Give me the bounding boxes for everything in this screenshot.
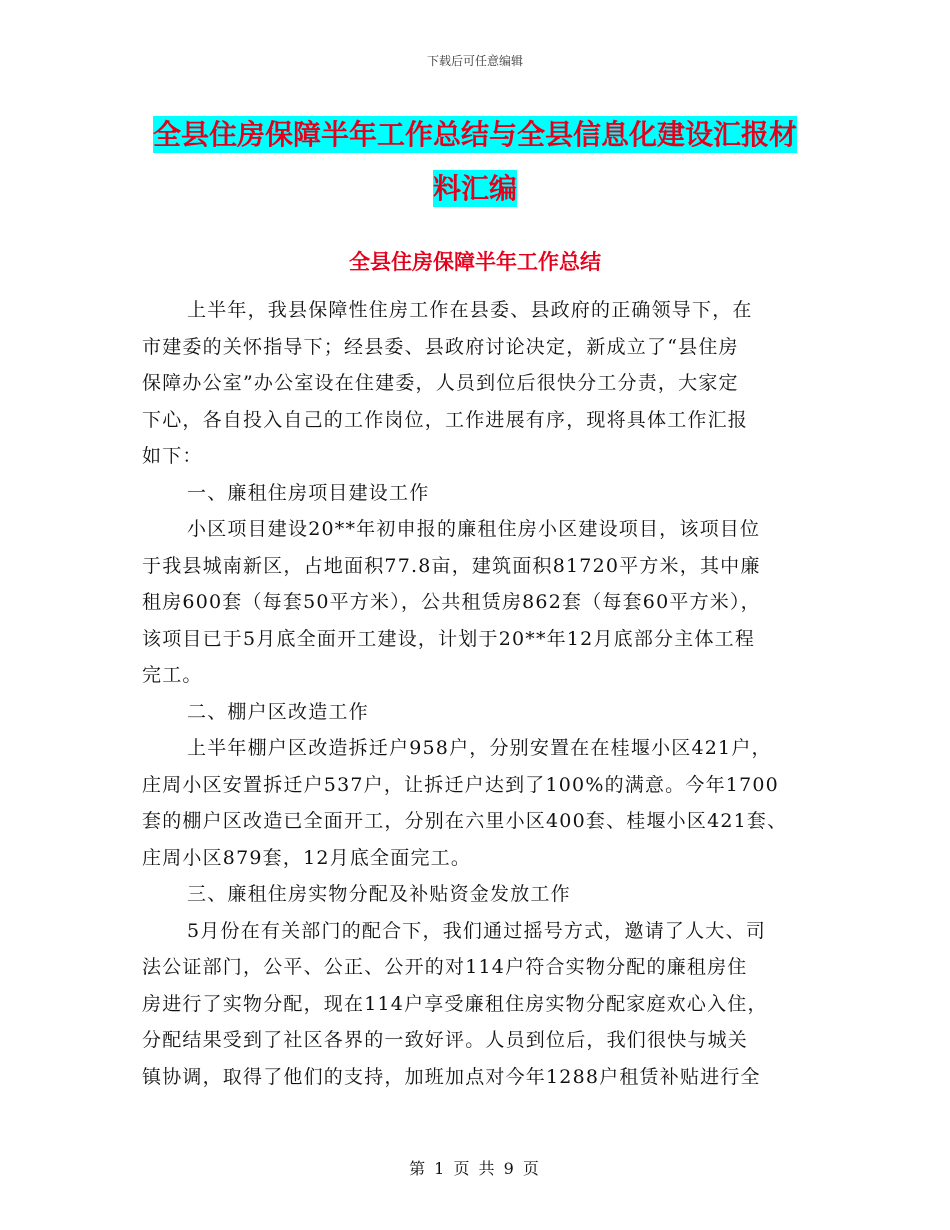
text-line: 小区项目建设20**年初申报的廉租住房小区建设项目，该项目位 [187,518,761,540]
text-line: 5月份在有关部门的配合下，我们通过摇号方式，邀请了人大、司 [187,919,766,942]
section-heading: 三、廉租住房实物分配及补贴资金发放工作 [187,883,571,905]
text-line: 保障办公室”办公室设在住建委，人员到位后很快分工分责，大家定 [142,372,739,394]
page-header: 下载后可任意编辑 [426,54,523,68]
section-heading: 二、棚户区改造工作 [187,700,369,723]
body-text [142,292,822,1095]
title-line-1: 全县住房保障半年工作总结与全县信息化建设汇报材 [152,118,797,151]
section-title: 全县住房保障半年工作总结 [349,250,601,274]
text-line: 上半年棚户区改造拆迁户958户，分别安置在在桂堰小区421户， [187,737,772,759]
text-line: 上半年，我县保障性住房工作在县委、县政府的正确领导下，在 [187,299,753,321]
document-title [150,108,800,216]
text-line: 分配结果受到了社区各界的一致好评。人员到位后，我们很快与城关 [142,1029,749,1051]
text-line: 市建委的关怀指导下；经县委、县政府讨论决定，新成立了“县住房 [142,335,739,358]
text-line: 套的棚户区改造已全面开工，分别在六里小区400套、桂堰小区421套、 [142,810,788,832]
text-line: 镇协调，取得了他们的支持，加班加点对今年1288户租赁补贴进行全 [142,1065,761,1088]
text-line: 房进行了实物分配，现在114户享受廉租住房实物分配家庭欢心入住， [142,992,768,1015]
text-line: 如下： [142,445,203,467]
text-line: 该项目已于5月底全面开工建设，计划于20**年12月底部分主体工程 [142,627,756,650]
page-number-footer: 第 1 页 共 9 页 [409,1159,541,1178]
text-line: 于我县城南新区，占地面积77.8亩，建筑面积81720平方米，其中廉 [142,554,761,577]
text-line: 庄周小区879套，12月底全面完工。 [142,846,472,869]
text-line: 租房600套（每套50平方米），公共租赁房862套（每套60平方米）， [142,591,761,613]
text-line: 法公证部门，公平、公正、公开的对114户符合实物分配的廉租房住 [142,956,748,978]
text-line: 下心，各自投入自己的工作岗位，工作进展有序，现将具体工作汇报 [142,408,749,431]
title-line-2: 料汇编 [432,172,517,205]
text-line: 完工。 [142,664,203,686]
text-line: 庄周小区安置拆迁户537户，让拆迁户达到了100%的满意。今年1700 [142,773,779,796]
section-heading: 一、廉租住房项目建设工作 [187,481,430,504]
